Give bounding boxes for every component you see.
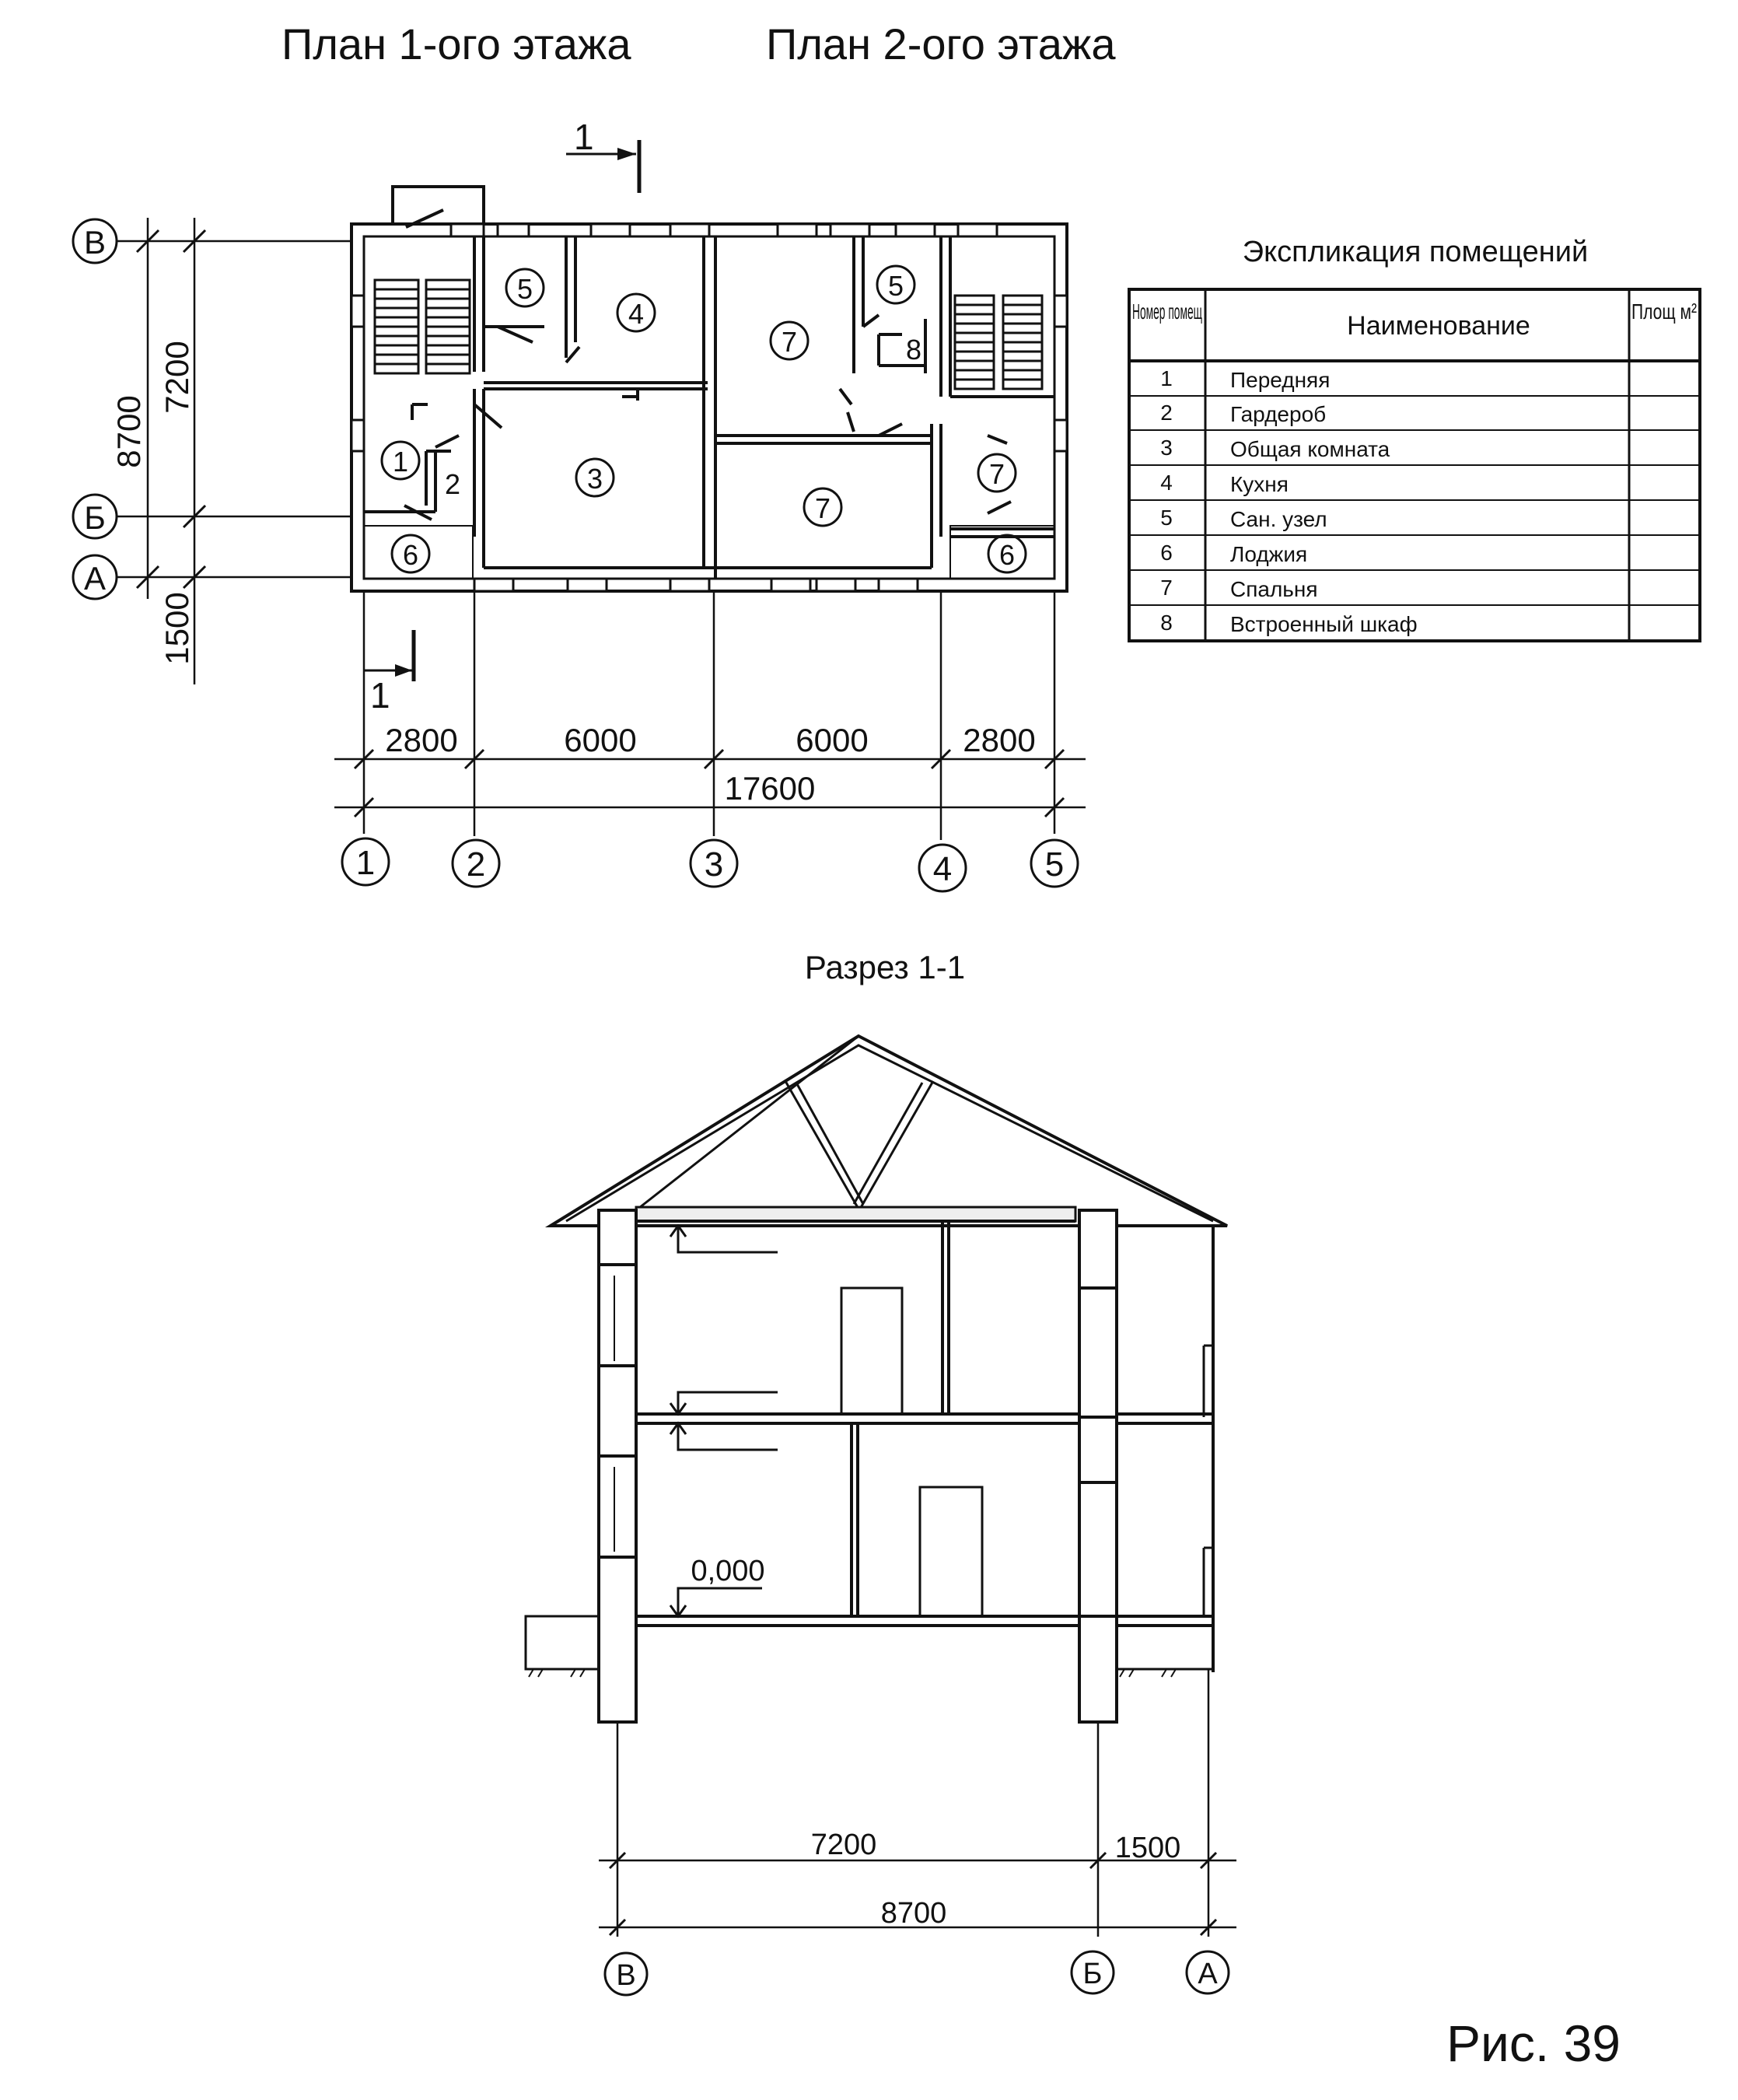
row-num: 1 bbox=[1160, 366, 1173, 390]
row-name: Сан. узел bbox=[1230, 507, 1327, 531]
row-num: 7 bbox=[1160, 576, 1173, 600]
plan-axis-circles bbox=[342, 838, 1078, 891]
section-axis-a: А bbox=[1198, 1958, 1218, 1990]
room-mark bbox=[382, 442, 419, 479]
room-number: 7 bbox=[781, 326, 798, 358]
row-num: 2 bbox=[1160, 401, 1173, 425]
room-mark bbox=[617, 294, 655, 331]
row-name: Спальня bbox=[1230, 577, 1318, 601]
axis-label-1: 1 bbox=[355, 844, 376, 882]
room-mark bbox=[988, 535, 1026, 572]
section-dim-1500: 1500 bbox=[1114, 1832, 1181, 1864]
room-mark bbox=[445, 468, 460, 500]
axis-label-2: 2 bbox=[466, 845, 486, 884]
row-name: Передняя bbox=[1230, 368, 1331, 392]
section-title: Разрез 1-1 bbox=[804, 949, 966, 985]
level-mark-zero: 0,000 bbox=[691, 1555, 765, 1587]
stairs-left bbox=[375, 280, 470, 373]
figure-label: Рис. 39 bbox=[1446, 2014, 1621, 2072]
room-number: 4 bbox=[628, 298, 645, 330]
room-mark bbox=[392, 535, 429, 572]
room-number: 3 bbox=[586, 463, 603, 495]
plan-vertical-axes bbox=[334, 591, 1086, 840]
row-num: 8 bbox=[1160, 611, 1173, 635]
room-number: 6 bbox=[998, 539, 1016, 571]
axis-label-b: Б bbox=[84, 499, 106, 536]
room-number: 7 bbox=[814, 492, 831, 524]
section-axis-b: Б bbox=[1082, 1958, 1103, 1990]
room-mark bbox=[906, 334, 921, 366]
room-mark bbox=[877, 266, 914, 303]
axis-label-4: 4 bbox=[932, 850, 953, 888]
room-number: 5 bbox=[516, 273, 533, 305]
axis-label-5: 5 bbox=[1044, 845, 1065, 884]
dim-2800-right: 2800 bbox=[963, 722, 1036, 758]
plan-horizontal-axes bbox=[73, 218, 351, 684]
dim-2800-left: 2800 bbox=[385, 722, 458, 758]
dim-total-horizontal: 17600 bbox=[724, 770, 816, 807]
dim-total-vertical: 8700 bbox=[110, 395, 147, 468]
header-area: Площ м² bbox=[1631, 299, 1697, 324]
axis-label-3: 3 bbox=[704, 845, 724, 884]
section-dim-total: 8700 bbox=[880, 1897, 947, 1930]
dim-6000-left: 6000 bbox=[564, 722, 637, 758]
dim-vertical-1500: 1500 bbox=[159, 592, 195, 665]
section-mark-top bbox=[566, 117, 639, 193]
section-drawing bbox=[526, 1036, 1236, 1995]
room-number: 8 bbox=[905, 334, 922, 366]
section-mark-top-label: 1 bbox=[574, 117, 594, 157]
floor-plan bbox=[73, 187, 1086, 891]
row-name: Встроенный шкаф bbox=[1230, 612, 1418, 636]
explication-title: Экспликация помещений bbox=[1242, 236, 1589, 268]
room-number: 7 bbox=[988, 458, 1005, 490]
room-number: 2 bbox=[444, 468, 461, 500]
row-num: 4 bbox=[1160, 471, 1173, 495]
row-num: 3 bbox=[1160, 436, 1173, 460]
room-mark bbox=[978, 454, 1016, 492]
plan1-title: План 1-ого этажа bbox=[282, 19, 631, 68]
room-mark bbox=[576, 459, 614, 496]
section-dim-7200: 7200 bbox=[810, 1829, 877, 1861]
section-mark-bottom bbox=[364, 630, 414, 716]
explication-table bbox=[1129, 236, 1700, 641]
room-mark bbox=[804, 488, 841, 526]
axis-label-v: В bbox=[83, 224, 107, 261]
header-name: Наименование bbox=[1347, 311, 1530, 341]
stairs-right bbox=[955, 296, 1042, 389]
room-mark bbox=[506, 269, 544, 306]
axis-label-a: А bbox=[83, 560, 107, 597]
dim-6000-right: 6000 bbox=[796, 722, 869, 758]
header-num: Номер помещ bbox=[1132, 299, 1202, 324]
plan2-title: План 2-ого этажа bbox=[766, 19, 1116, 68]
explication-rows bbox=[1160, 366, 1417, 636]
row-num: 6 bbox=[1160, 541, 1173, 565]
row-name: Кухня bbox=[1230, 472, 1289, 496]
row-name: Лоджия bbox=[1230, 542, 1308, 566]
row-name: Общая комната bbox=[1230, 437, 1390, 461]
room-number: 6 bbox=[402, 539, 419, 571]
dim-vertical-7200: 7200 bbox=[159, 341, 195, 414]
row-num: 5 bbox=[1160, 506, 1173, 530]
row-name: Гардероб bbox=[1230, 402, 1327, 426]
section-mark-bottom-label: 1 bbox=[370, 675, 390, 716]
section-axis-v: В bbox=[616, 1959, 636, 1992]
room-number: 5 bbox=[887, 270, 904, 302]
room-number: 1 bbox=[392, 446, 409, 478]
room-mark bbox=[771, 322, 808, 359]
